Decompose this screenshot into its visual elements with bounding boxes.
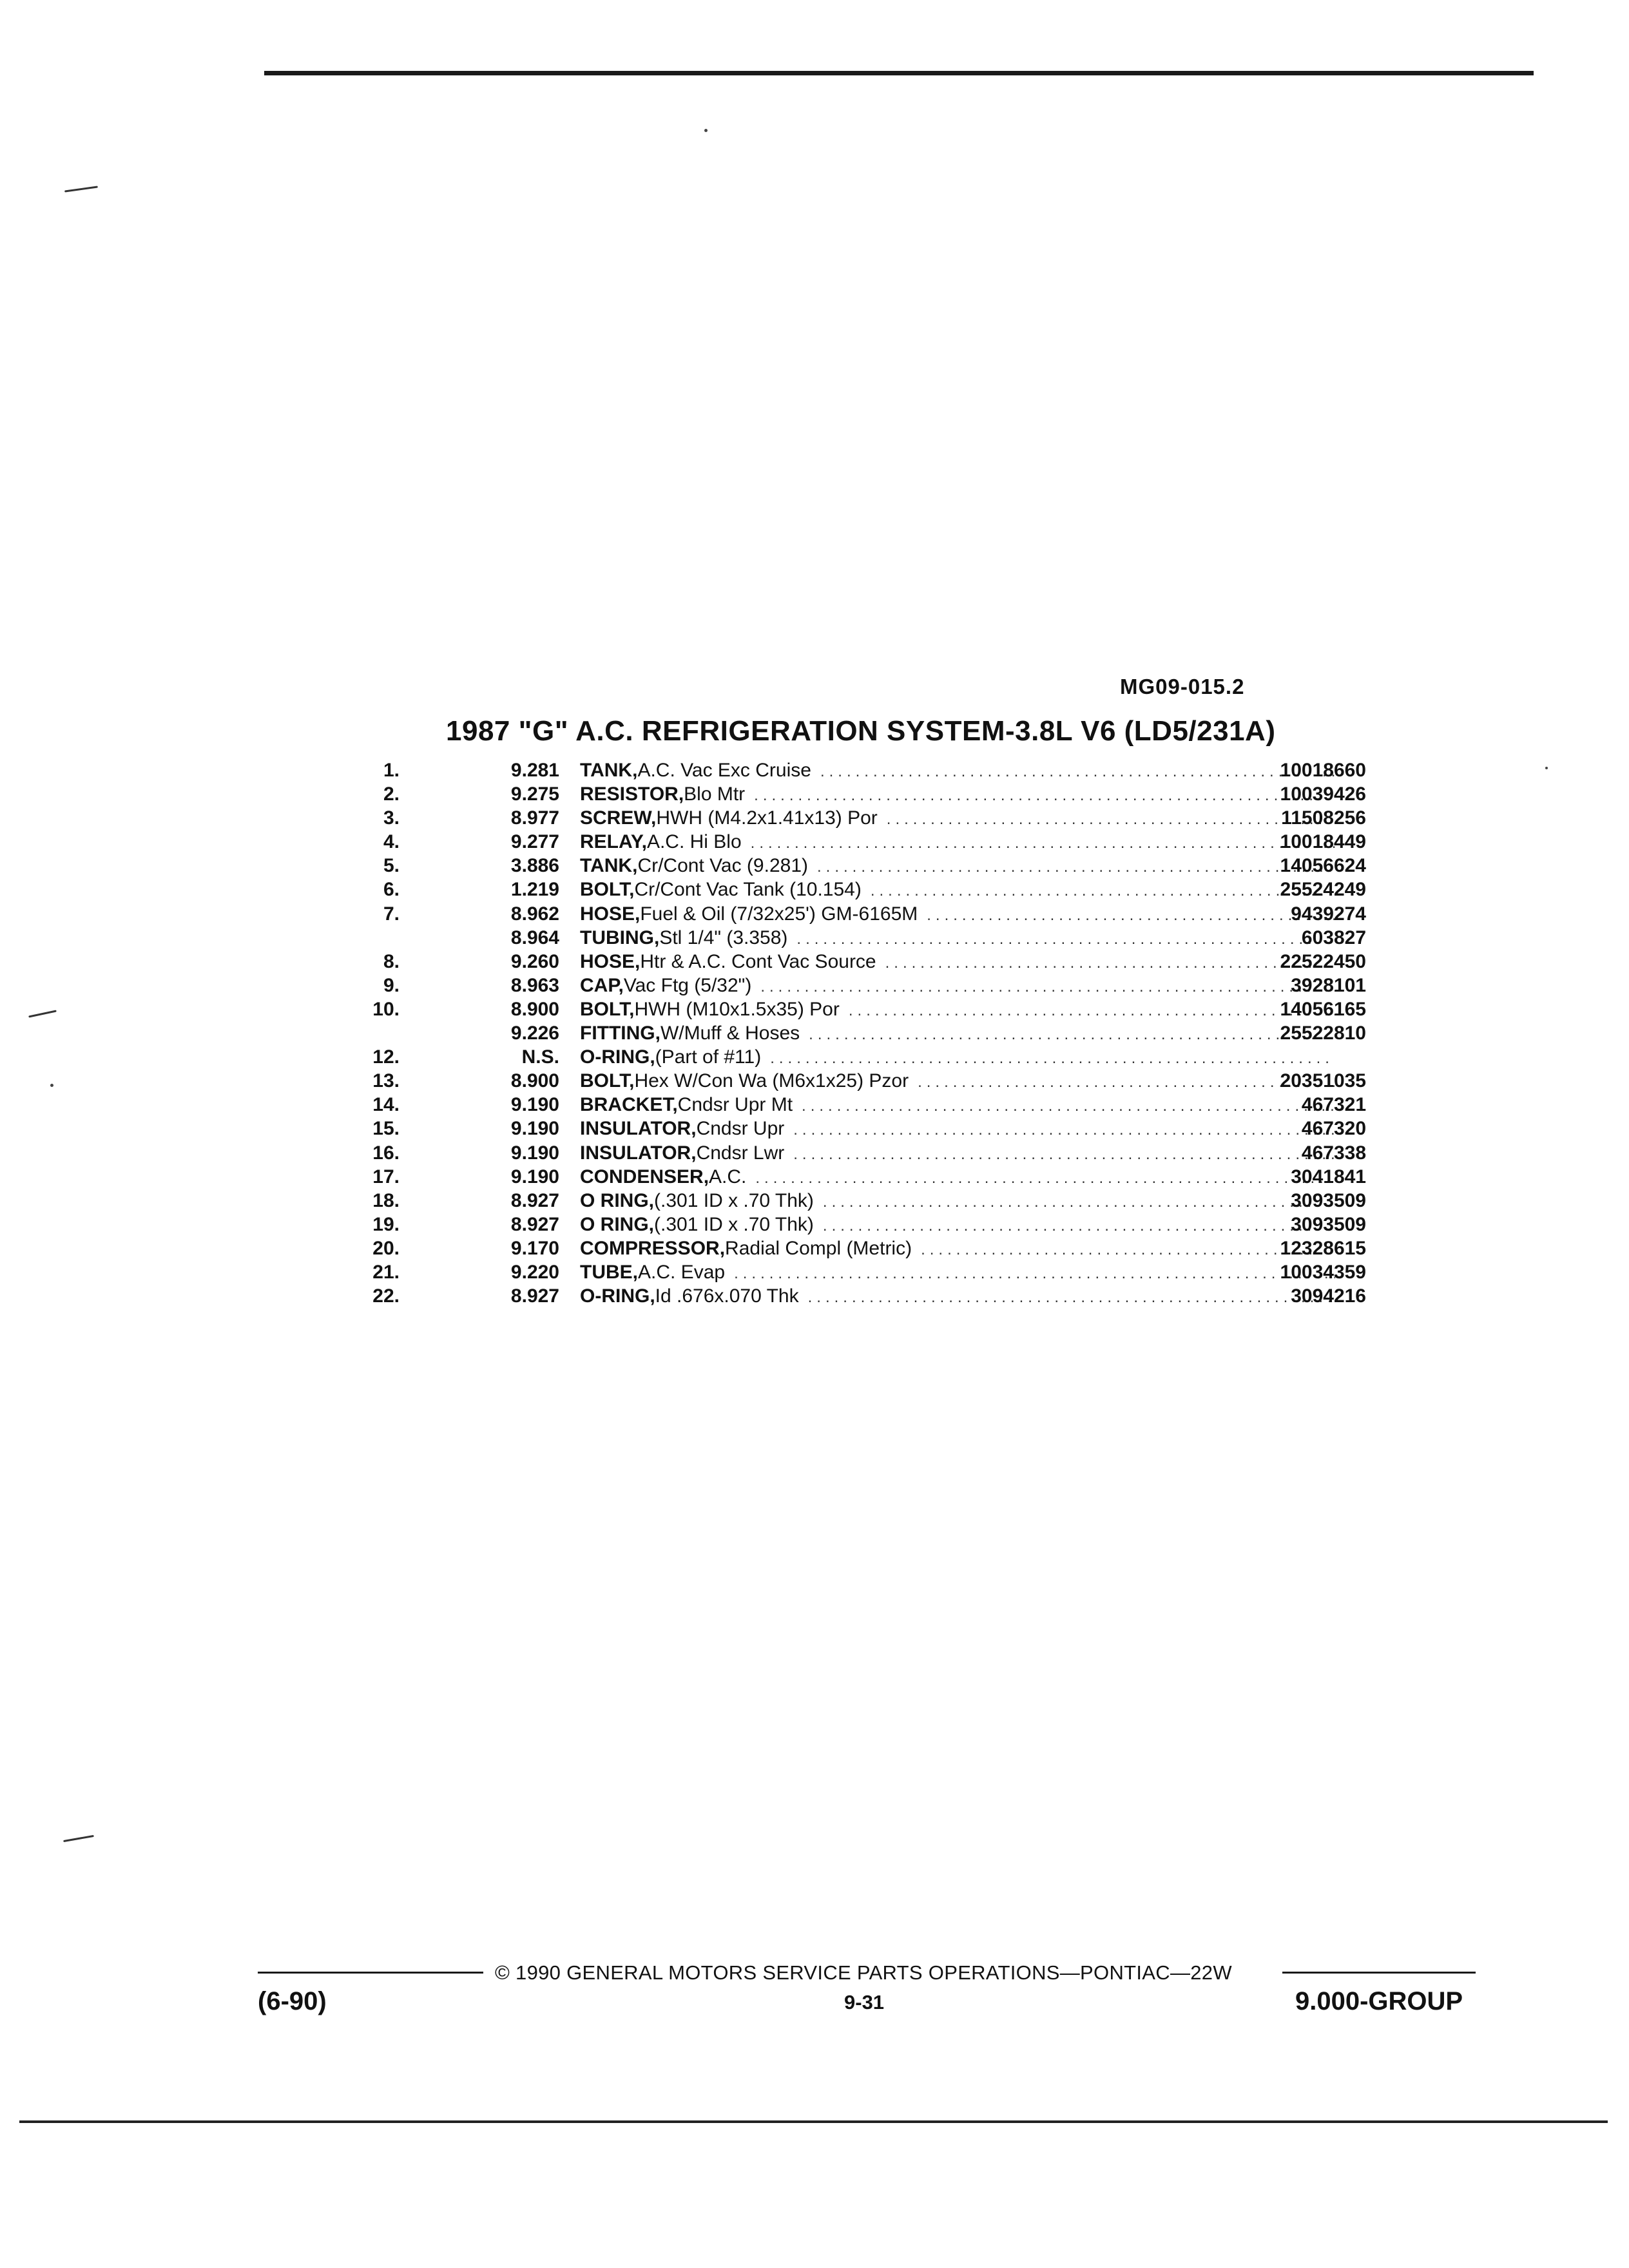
part-name: O-RING, xyxy=(580,1046,655,1068)
group-number: 8.927 xyxy=(510,1285,559,1307)
group-number: 8.963 xyxy=(510,974,559,996)
part-name: FITTING, xyxy=(580,1023,660,1044)
part-detail: Cndsr Lwr xyxy=(696,1142,785,1164)
item-number: 4. xyxy=(383,831,400,853)
part-name: COMPRESSOR, xyxy=(580,1237,726,1259)
part-name: O RING, xyxy=(580,1189,655,1211)
group-number: 1.219 xyxy=(510,879,559,901)
item-number: 15. xyxy=(372,1118,400,1140)
part-row xyxy=(335,997,1366,1021)
part-number: 467338 xyxy=(1301,1142,1366,1164)
item-number: 20. xyxy=(372,1237,400,1259)
part-number: 22522450 xyxy=(1280,950,1366,972)
item-number: 22. xyxy=(372,1285,400,1307)
part-row xyxy=(335,974,1366,997)
part-name: CONDENSER, xyxy=(580,1166,709,1187)
part-name: INSULATOR, xyxy=(580,1142,697,1164)
part-detail: W/Muff & Hoses xyxy=(660,1023,800,1044)
part-number: 10018660 xyxy=(1280,760,1366,781)
part-detail: HWH (M10x1.5x35) Por xyxy=(634,998,840,1020)
part-name: RESISTOR, xyxy=(580,783,684,805)
part-row xyxy=(335,1093,1366,1117)
part-number: 25524249 xyxy=(1280,879,1366,901)
item-number: 9. xyxy=(383,974,400,996)
part-number: 467321 xyxy=(1301,1094,1366,1116)
copyright-notice: © 1990 GENERAL MOTORS SERVICE PARTS OPERATIONS—PONTIAC—22W xyxy=(495,1961,1232,1984)
group-number: 9.190 xyxy=(510,1142,559,1164)
part-name: TUBING, xyxy=(580,927,660,948)
part-number: 12328615 xyxy=(1280,1237,1366,1259)
part-number: 3041841 xyxy=(1291,1166,1366,1187)
part-row xyxy=(335,1236,1366,1260)
part-number: 10039426 xyxy=(1280,783,1366,805)
item-number: 1. xyxy=(383,760,400,781)
item-number: 18. xyxy=(372,1189,400,1211)
part-number: 3094216 xyxy=(1291,1285,1366,1307)
group-number: 9.190 xyxy=(510,1094,559,1116)
part-detail: Blo Mtr xyxy=(684,783,746,805)
group-number: 8.927 xyxy=(510,1213,559,1235)
part-detail: Htr & A.C. Cont Vac Source xyxy=(640,950,876,972)
part-row xyxy=(335,1165,1366,1189)
part-number: 9439274 xyxy=(1291,903,1366,925)
document-id: MG09-015.2 xyxy=(1120,675,1245,698)
part-detail: Fuel & Oil (7/32x25') GM-6165M xyxy=(640,903,918,925)
item-number: 21. xyxy=(372,1261,400,1283)
group-number: 9.281 xyxy=(510,760,559,781)
part-number: 10018449 xyxy=(1280,831,1366,853)
part-row xyxy=(335,1141,1366,1165)
part-detail: Hex W/Con Wa (M6x1x25) Pzor xyxy=(634,1070,909,1092)
group-number: 8.927 xyxy=(510,1189,559,1211)
scan-mark xyxy=(63,1835,94,1842)
part-name: O RING, xyxy=(580,1213,655,1235)
group-number: 3.886 xyxy=(510,855,559,877)
group-number: 9.170 xyxy=(510,1237,559,1259)
item-number: 10. xyxy=(372,998,400,1020)
group-number: 8.900 xyxy=(510,998,559,1020)
bottom-rule xyxy=(19,2120,1608,2123)
footer-rule-left xyxy=(258,1972,483,1974)
part-detail: A.C. Evap xyxy=(638,1261,726,1283)
part-name: CAP, xyxy=(580,974,624,996)
group-number: 9.260 xyxy=(510,950,559,972)
part-row xyxy=(335,878,1366,901)
part-number: 3093509 xyxy=(1291,1213,1366,1235)
part-row xyxy=(335,1069,1366,1093)
part-row xyxy=(335,1284,1366,1308)
part-row xyxy=(335,830,1366,854)
group-number: 9.275 xyxy=(510,783,559,805)
scan-speck xyxy=(50,1084,53,1087)
part-detail: Vac Ftg (5/32") xyxy=(623,974,752,996)
part-row xyxy=(335,1189,1366,1213)
part-detail: Cr/Cont Vac (9.281) xyxy=(637,855,808,877)
part-detail: HWH (M4.2x1.41x13) Por xyxy=(656,807,878,829)
part-name: BOLT, xyxy=(580,879,635,901)
group-number: N.S. xyxy=(521,1046,559,1068)
scan-speck xyxy=(704,129,708,132)
part-number: 3093509 xyxy=(1291,1189,1366,1211)
item-number: 16. xyxy=(372,1142,400,1164)
group-number: 9.220 xyxy=(510,1261,559,1283)
revision-date: (6-90) xyxy=(258,1987,327,2015)
page-number: 9-31 xyxy=(844,1991,885,2013)
item-number: 3. xyxy=(383,807,400,829)
part-number: 603827 xyxy=(1301,927,1366,948)
part-row xyxy=(335,926,1366,950)
part-row xyxy=(335,758,1366,782)
part-detail: A.C. xyxy=(709,1166,747,1187)
part-name: BOLT, xyxy=(580,1070,635,1092)
group-number: 8.977 xyxy=(510,807,559,829)
part-number: 25522810 xyxy=(1280,1023,1366,1044)
group-number: 9.277 xyxy=(510,831,559,853)
scan-speck xyxy=(1545,767,1548,769)
group-label: 9.000-GROUP xyxy=(1295,1987,1463,2015)
item-number: 14. xyxy=(372,1094,400,1116)
part-detail: Cr/Cont Vac Tank (10.154) xyxy=(634,879,862,901)
part-name: SCREW, xyxy=(580,807,657,829)
item-number: 8. xyxy=(383,950,400,972)
part-name: HOSE, xyxy=(580,950,641,972)
part-detail: Cndsr Upr Mt xyxy=(677,1094,793,1116)
part-name: BRACKET, xyxy=(580,1094,678,1116)
part-number: 11508256 xyxy=(1281,807,1366,829)
item-number: 17. xyxy=(372,1166,400,1187)
group-number: 8.962 xyxy=(510,903,559,925)
part-row xyxy=(335,782,1366,806)
part-detail: (.301 ID x .70 Thk) xyxy=(654,1189,814,1211)
part-row xyxy=(335,902,1366,926)
part-name: RELAY, xyxy=(580,831,647,853)
group-number: 9.190 xyxy=(510,1166,559,1187)
part-detail: A.C. Vac Exc Cruise xyxy=(637,760,811,781)
part-name: TUBE, xyxy=(580,1261,638,1283)
part-detail: Cndsr Upr xyxy=(696,1118,785,1140)
footer-rule-right xyxy=(1282,1972,1476,1974)
part-row xyxy=(335,1117,1366,1140)
item-number: 2. xyxy=(383,783,400,805)
top-rule xyxy=(264,71,1534,75)
part-row xyxy=(335,1021,1366,1045)
part-detail: (.301 ID x .70 Thk) xyxy=(654,1213,814,1235)
dot-leader xyxy=(770,1046,1335,1070)
part-number: 3928101 xyxy=(1291,974,1366,996)
group-number: 9.226 xyxy=(510,1023,559,1044)
part-number: 467320 xyxy=(1301,1118,1366,1140)
item-number: 19. xyxy=(372,1213,400,1235)
group-number: 8.900 xyxy=(510,1070,559,1092)
part-detail: Radial Compl (Metric) xyxy=(725,1237,912,1259)
part-name: BOLT, xyxy=(580,998,635,1020)
part-detail: (Part of #11) xyxy=(655,1046,762,1068)
item-number: 5. xyxy=(383,855,400,877)
part-row xyxy=(335,806,1366,830)
item-number: 6. xyxy=(383,879,400,901)
group-number: 9.190 xyxy=(510,1118,559,1140)
item-number: 12. xyxy=(372,1046,400,1068)
part-detail: Stl 1/4" (3.358) xyxy=(659,927,788,948)
page-title: 1987 "G" A.C. REFRIGERATION SYSTEM-3.8L V6 (LD5/231A) xyxy=(446,715,1276,747)
item-number: 13. xyxy=(372,1070,400,1092)
part-description xyxy=(580,1045,1347,1070)
part-row xyxy=(335,1045,1366,1069)
parts-list xyxy=(335,758,1366,1308)
part-number: 10034359 xyxy=(1280,1261,1366,1283)
part-name: TANK, xyxy=(580,855,638,877)
item-number: 7. xyxy=(383,903,400,925)
part-detail: Id .676x.070 Thk xyxy=(655,1285,799,1307)
scan-mark xyxy=(28,1010,57,1017)
part-name: TANK, xyxy=(580,760,638,781)
part-row xyxy=(335,950,1366,974)
part-name: HOSE, xyxy=(580,903,641,925)
part-row xyxy=(335,854,1366,878)
part-detail: A.C. Hi Blo xyxy=(646,831,742,853)
part-name: O-RING, xyxy=(580,1285,655,1307)
part-number: 14056165 xyxy=(1280,998,1366,1020)
part-number: 20351035 xyxy=(1280,1070,1366,1092)
part-name: INSULATOR, xyxy=(580,1118,697,1140)
part-row xyxy=(335,1260,1366,1284)
part-row xyxy=(335,1213,1366,1236)
scan-mark xyxy=(64,186,98,192)
part-number: 14056624 xyxy=(1280,855,1366,877)
group-number: 8.964 xyxy=(510,927,559,948)
